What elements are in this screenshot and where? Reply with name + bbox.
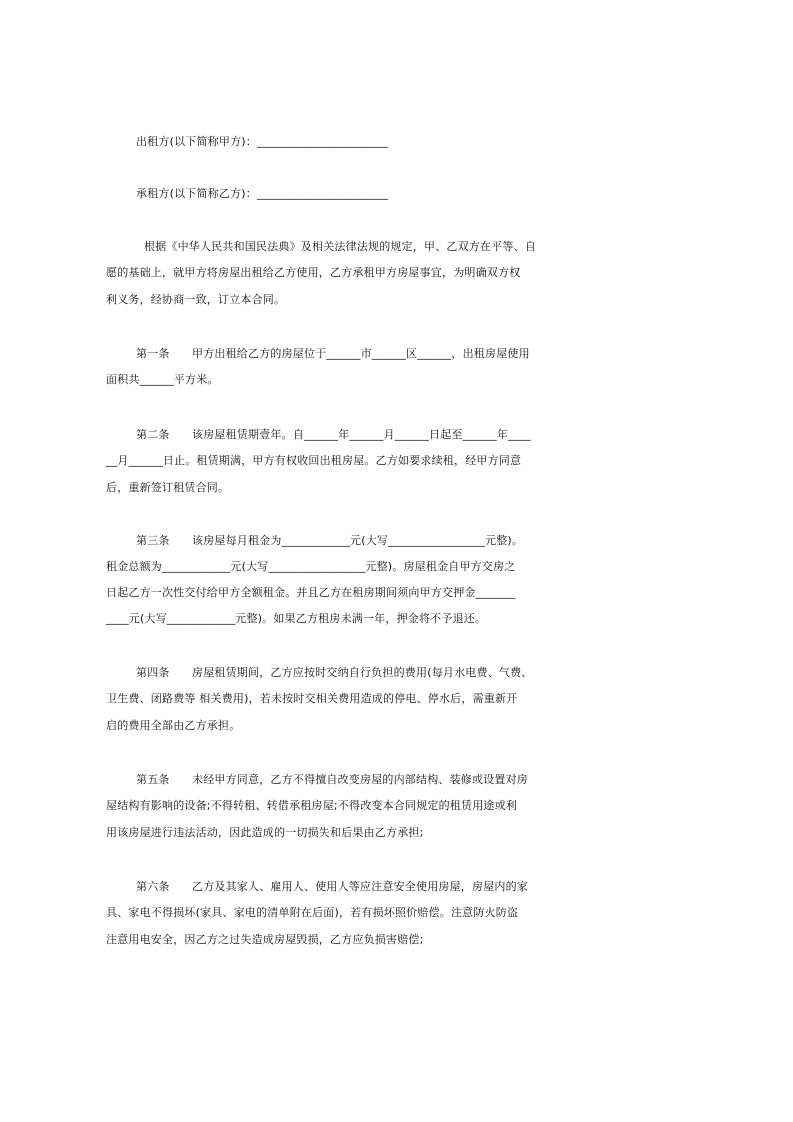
- article-line: ____元(大写____________元整)。如果乙方租房未满一年，押金将不予退还。: [106, 612, 487, 625]
- article-line: 屋结构有影响的设备;不得转租、转借承租房屋;不得改变本合同规定的租赁用途或利: [106, 799, 518, 812]
- lessee-line: 承租方(以下简称乙方)：_______________________: [136, 187, 389, 200]
- intro-line: 愿的基础上，就甲方将房屋出租给乙方使用，乙方承租甲方房屋事宜，为明确双方权: [106, 266, 521, 279]
- article-line: 租金总额为____________元(大写_________________元整)。房屋租金自甲方交房之: [106, 560, 516, 573]
- article-line: 卫生费、闭路费等 相关费用)，若未按时交相关费用造成的停电、停水后，需重新开: [106, 692, 518, 705]
- article-line: 第三条 该房屋每月租金为____________元(大写_________________元整)。: [136, 534, 524, 547]
- article-line: __月______日止。租赁期满，甲方有权收回出租房屋。乙方如要求续租，经甲方同意: [106, 454, 522, 467]
- article-line: 具、家电不得损坏(家具、家电的清单附在后面)，若有损坏照价赔偿。注意防火防盗: [106, 906, 519, 919]
- article-line: 第六条 乙方及其家人、雇用人、使用人等应注意安全使用房屋，房屋内的家: [136, 880, 528, 893]
- article-line: 后，重新签订租赁合同。: [106, 481, 230, 494]
- article-line: 第一条 甲方出租给乙方的房屋位于______市______区______，出租房屋使用: [136, 347, 530, 360]
- article-line: 日起乙方一次性交付给甲方全额租金。并且乙方在租房期间须向甲方交押金_______: [106, 586, 516, 599]
- article-line: 注意用电安全，因乙方之过失造成房屋毁损，乙方应负损害赔偿;: [106, 933, 424, 946]
- article-line: 用该房屋进行违法活动，因此造成的一切损失和后果由乙方承担;: [106, 826, 424, 839]
- article-line: 启的费用全部由乙方承担。: [106, 719, 241, 732]
- article-line: 面积共______平方米。: [106, 373, 219, 386]
- article-line: 第四条 房屋租赁期间，乙方应按时交纳自行负担的费用(每月水电费、气费、: [136, 666, 533, 679]
- article-line: 第五条 未经甲方同意，乙方不得擅自改变房屋的内部结构、装修或设置对房: [136, 773, 528, 786]
- lessor-line: 出租方(以下简称甲方)：_______________________: [136, 135, 389, 148]
- intro-line: 利义务，经协商一致，订立本合同。: [106, 293, 286, 306]
- intro-line: 根据《中华人民共和国民法典》及相关法律法规的规定，甲、乙双方在平等、自: [144, 240, 536, 253]
- article-line: 第二条 该房屋租赁期壹年。自______年______月______日起至______年____: [136, 428, 531, 441]
